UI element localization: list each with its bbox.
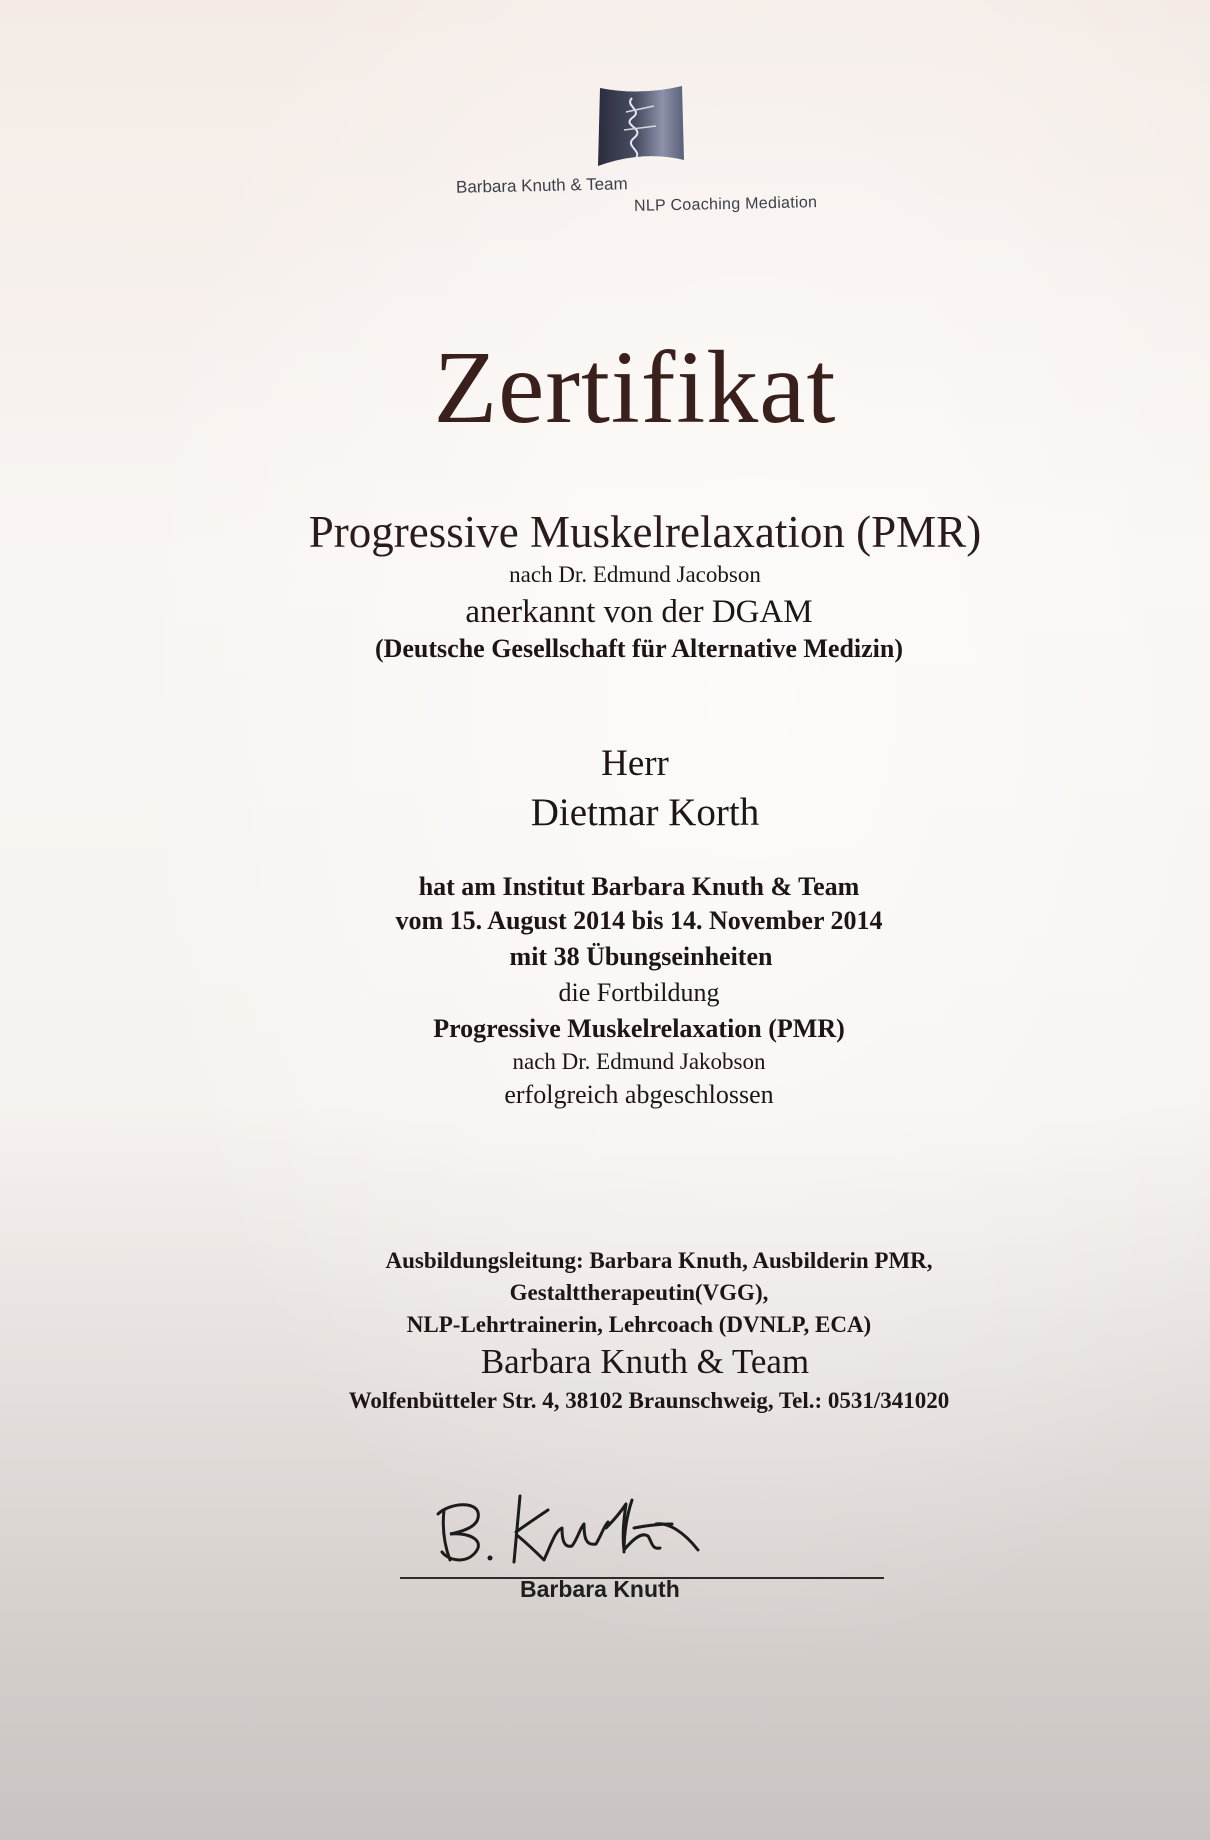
leadership-address: Wolfenbütteler Str. 4, 38102 Braunschweig, Tel.: 0531/341020	[348, 1388, 950, 1413]
statement-line-7: erfolgreich abgeschlossen	[504, 1080, 774, 1109]
certificate-title: Zertifikat	[433, 330, 837, 445]
statement-line-5: Progressive Muskelrelaxation (PMR)	[433, 1014, 845, 1043]
statement-line-3: mit 38 Übungseinheiten	[509, 942, 773, 971]
course-recognition: anerkannt von der DGAM	[465, 594, 813, 630]
logo-name: Barbara Knuth & Team	[455, 174, 628, 197]
leadership-institute: Barbara Knuth & Team	[480, 1342, 810, 1381]
statement-line-1: hat am Institut Barbara Knuth & Team	[418, 872, 860, 901]
course-name: Progressive Muskelrelaxation (PMR)	[308, 507, 982, 557]
signer-name: Barbara Knuth	[520, 1576, 680, 1602]
signature-image	[420, 1488, 760, 1578]
recipient-salutation: Herr	[601, 743, 669, 784]
leadership-line-1: Ausbildungsleitung: Barbara Knuth, Ausbilderin PMR,	[385, 1248, 933, 1273]
course-recognition-full: (Deutsche Gesellschaft für Alternative Medizin)	[374, 634, 904, 663]
course-method: nach Dr. Edmund Jacobson	[509, 562, 761, 587]
statement-line-6: nach Dr. Edmund Jakobson	[512, 1049, 766, 1074]
recipient-name: Dietmar Korth	[530, 791, 760, 834]
logo-icon	[596, 84, 686, 168]
leadership-line-2: Gestalttherapeutin(VGG),	[509, 1280, 769, 1305]
statement-line-2: vom 15. August 2014 bis 14. November 2014	[395, 906, 883, 935]
leadership-line-3: NLP-Lehrtrainerin, Lehrcoach (DVNLP, ECA)	[406, 1312, 872, 1337]
logo-tagline: NLP Coaching Mediation	[633, 194, 818, 215]
statement-line-4: die Fortbildung	[558, 978, 720, 1007]
